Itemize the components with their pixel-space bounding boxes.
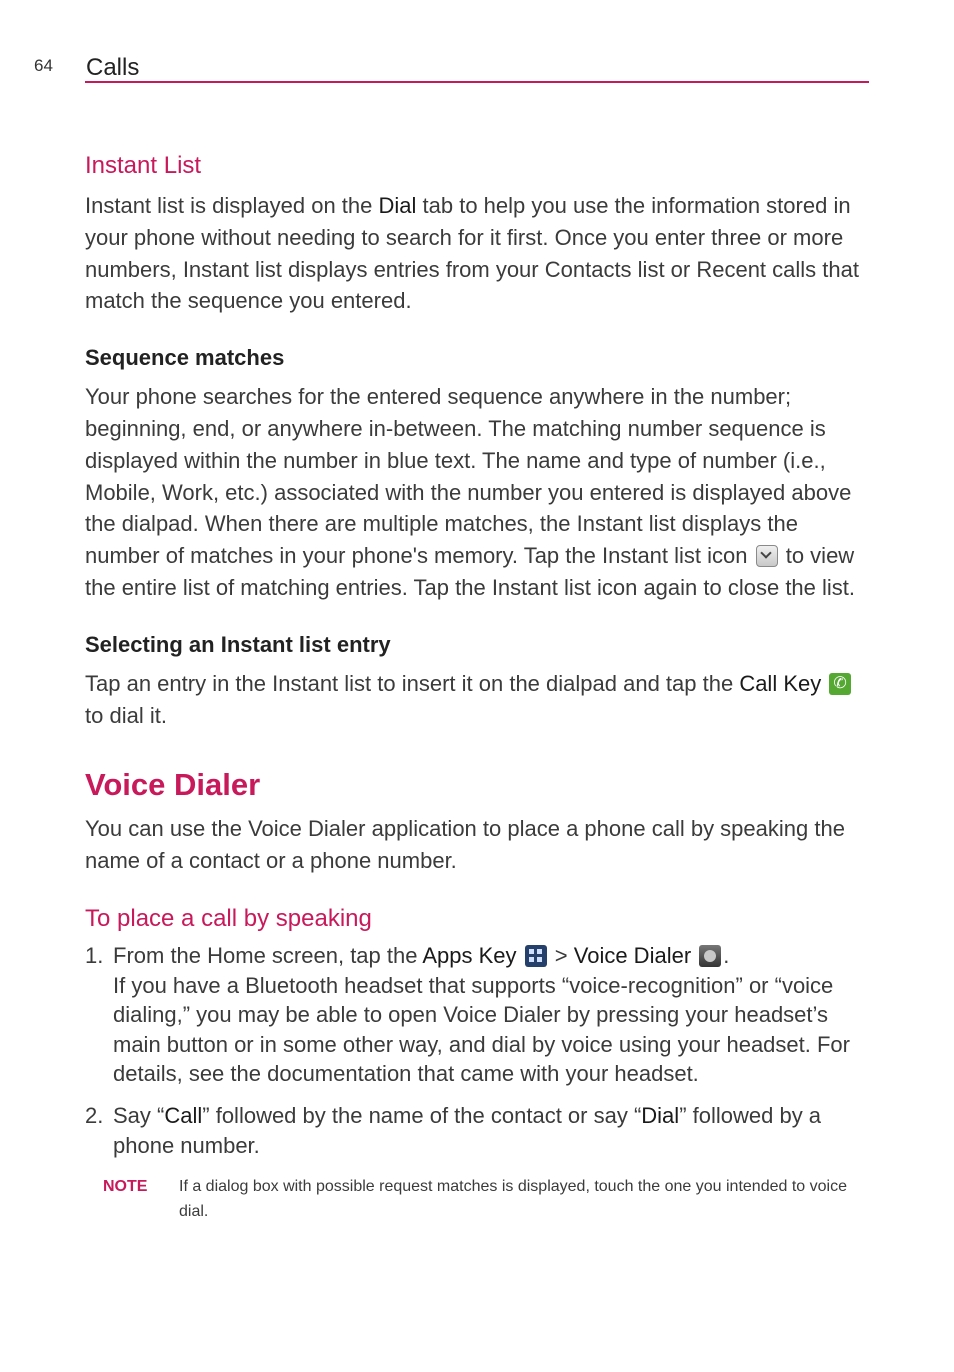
call-key-icon (829, 673, 851, 695)
sequence-matches-paragraph: Your phone searches for the entered sequence anywhere in the number; beginning, end, or anywhere in-between. The matching number sequence is displayed within the number in blue text. The name and type of number (i.e., Mobile, Work, etc.) associated with the number you entered is displayed above the dialpad. When there are multiple matches, the Instant list displays the number of matches in your phone's memory. Tap the Instant list icon to view the entire list of matching entries. Tap the Instant list icon again to close the list. (85, 384, 856, 600)
steps-list (85, 941, 871, 1160)
instant-list-heading: Instant List (85, 152, 202, 179)
sequence-matches-heading: Sequence matches (85, 345, 285, 371)
voice-dialer-term: Voice Dialer (573, 942, 692, 968)
selecting-entry-heading: Selecting an Instant list entry (85, 631, 391, 657)
place-call-heading: To place a call by speaking (85, 904, 372, 932)
list-item: 2. Say “Call” followed by the name of the contact or say “Dial” followed by a phone number. (85, 1102, 822, 1158)
call-key-term: Call Key (739, 670, 822, 696)
call-command-term: Call (164, 1102, 203, 1128)
voice-dialer-icon (699, 945, 721, 967)
dial-command-term: Dial (641, 1102, 680, 1128)
note-label: NOTE (103, 1178, 148, 1196)
instant-list-icon (756, 545, 778, 567)
note-block (85, 1174, 871, 1224)
page-content (85, 150, 871, 1224)
instant-list-paragraph: Instant list is displayed on the Dial tab to help you use the information stored in your phone without needing to search for it first. Once you enter three or more numbers, Instant list displays entries from your Contacts list or Recent calls that match the sequence you entered. (85, 193, 859, 314)
page-number: 64 (34, 56, 53, 75)
list-item: 1. From the Home screen, tap the Apps Key > Voice Dialer . If you have a Bluetooth headset that supports “voice-recognition” or “voice dialing,” you may be able to open Voice Dialer by pressing your headset’s main button or in some other way, and dial by voice using your headset. For details, see the documentation that came with your headset. (85, 942, 850, 1087)
voice-dialer-intro: You can use the Voice Dialer application to place a phone call by speaking the name of a contact or a phone number. (85, 816, 845, 874)
section-title: Calls (86, 54, 140, 81)
step1-detail: If you have a Bluetooth headset that supports “voice-recognition” or “voice dialing,” you may be able to open Voice Dialer by pressing your headset’s main button or in some other way, and dial by voice using your headset. For details, see the documentation that came with your headset. (113, 972, 850, 1087)
selecting-entry-paragraph: Tap an entry in the Instant list to insert it on the dialpad and tap the Call Key ✆ to dial it. (85, 668, 871, 732)
apps-key-term: Apps Key (422, 942, 517, 968)
apps-key-icon (525, 945, 547, 967)
note-text: If a dialog box with possible request matches is displayed, touch the one you intended to voice dial. (179, 1178, 847, 1221)
header-divider (85, 81, 869, 83)
voice-dialer-heading: Voice Dialer (85, 767, 261, 803)
dial-tab-term: Dial (378, 193, 417, 218)
